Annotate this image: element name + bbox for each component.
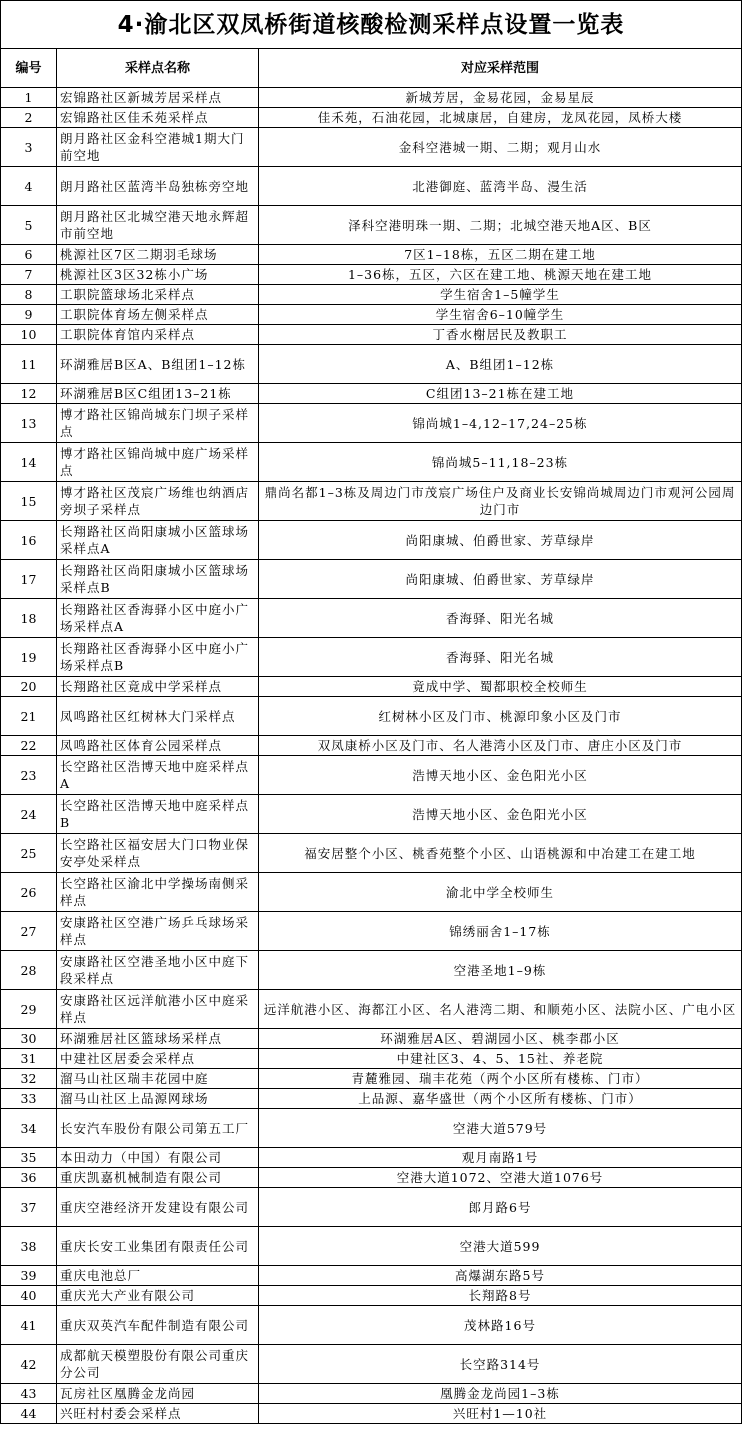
sampling-range: 中建社区3、4、5、15社、养老院 (259, 1049, 742, 1069)
table-row (1, 206, 742, 245)
table-row (1, 245, 742, 265)
sampling-range: 金科空港城一期、二期；观月山水 (259, 128, 742, 167)
row-number: 23 (1, 756, 57, 795)
sampling-range: 香海驿、阳光名城 (259, 638, 742, 677)
sampling-range: 远洋航港小区、海都江小区、名人港湾二期、和顺苑小区、法院小区、广电小区 (259, 990, 742, 1029)
sampling-range: 锦尚城1–4,12–17,24–25栋 (259, 404, 742, 443)
table-row (1, 873, 742, 912)
sampling-range: 郎月路6号 (259, 1188, 742, 1227)
row-number: 39 (1, 1266, 57, 1286)
sampling-range: 渝北中学全校师生 (259, 873, 742, 912)
site-name: 朗月路社区蓝湾半岛独栋旁空地 (57, 167, 259, 206)
row-number: 5 (1, 206, 57, 245)
table-row (1, 345, 742, 384)
sampling-range: 空港大道579号 (259, 1109, 742, 1148)
site-name: 长空路社区福安居大门口物业保安亭处采样点 (57, 834, 259, 873)
row-number: 25 (1, 834, 57, 873)
sampling-range: 浩博天地小区、金色阳光小区 (259, 795, 742, 834)
sampling-range: 竟成中学、蜀都职校全校师生 (259, 677, 742, 697)
site-name: 长空路社区渝北中学操场南侧采样点 (57, 873, 259, 912)
table-row (1, 1029, 742, 1049)
table-row (1, 1384, 742, 1404)
table-row (1, 912, 742, 951)
table-header-row (1, 49, 742, 88)
site-name: 博才路社区茂宸广场维也纳酒店旁坝子采样点 (57, 482, 259, 521)
table-row (1, 325, 742, 345)
row-number: 20 (1, 677, 57, 697)
sampling-range: 凰腾金龙尚园1–3栋 (259, 1384, 742, 1404)
table-row (1, 560, 742, 599)
row-number: 2 (1, 108, 57, 128)
site-name: 环湖雅居B区A、B组团1–12栋 (57, 345, 259, 384)
row-number: 15 (1, 482, 57, 521)
site-name: 溜马山社区瑞丰花园中庭 (57, 1069, 259, 1089)
table-row (1, 1188, 742, 1227)
table-row (1, 305, 742, 325)
site-name: 凤鸣路社区红树林大门采样点 (57, 697, 259, 736)
sampling-range: 北港御庭、蓝湾半岛、漫生活 (259, 167, 742, 206)
table-row (1, 677, 742, 697)
site-name: 瓦房社区凰腾金龙尚园 (57, 1384, 259, 1404)
row-number: 24 (1, 795, 57, 834)
site-name: 溜马山社区上品源网球场 (57, 1089, 259, 1109)
header-name: 采样点名称 (57, 49, 259, 88)
site-name: 重庆凯嘉机械制造有限公司 (57, 1168, 259, 1188)
sampling-range: 空港圣地1–9栋 (259, 951, 742, 990)
sampling-range: C组团13–21栋在建工地 (259, 384, 742, 404)
site-name: 博才路社区锦尚城中庭广场采样点 (57, 443, 259, 482)
sampling-range: 长翔路8号 (259, 1286, 742, 1306)
site-name: 长翔路社区香海驿小区中庭小广场采样点A (57, 599, 259, 638)
row-number: 8 (1, 285, 57, 305)
table-row (1, 1227, 742, 1266)
site-name: 长翔路社区尚阳康城小区篮球场采样点A (57, 521, 259, 560)
site-name: 重庆长安工业集团有限责任公司 (57, 1227, 259, 1266)
sampling-range: 学生宿舍1–5幢学生 (259, 285, 742, 305)
row-number: 35 (1, 1148, 57, 1168)
sampling-range: 长空路314号 (259, 1345, 742, 1384)
row-number: 13 (1, 404, 57, 443)
table-row (1, 285, 742, 305)
table-row (1, 1345, 742, 1384)
row-number: 34 (1, 1109, 57, 1148)
table-row (1, 795, 742, 834)
row-number: 43 (1, 1384, 57, 1404)
site-name: 长翔路社区竟成中学采样点 (57, 677, 259, 697)
site-name: 工职院体育场左侧采样点 (57, 305, 259, 325)
header-range: 对应采样范围 (259, 49, 742, 88)
row-number: 18 (1, 599, 57, 638)
site-name: 成都航天模塑股份有限公司重庆分公司 (57, 1345, 259, 1384)
site-name: 安康路社区空港圣地小区中庭下段采样点 (57, 951, 259, 990)
site-name: 博才路社区锦尚城东门坝子采样点 (57, 404, 259, 443)
sampling-range: 青麓雅园、瑞丰花苑（两个小区所有楼栋、门市） (259, 1069, 742, 1089)
table-row (1, 265, 742, 285)
site-name: 长空路社区浩博天地中庭采样点A (57, 756, 259, 795)
site-name: 中建社区居委会采样点 (57, 1049, 259, 1069)
sampling-range: 锦绣丽舍1–17栋 (259, 912, 742, 951)
row-number: 17 (1, 560, 57, 599)
table-row (1, 1109, 742, 1148)
sampling-range: 泽科空港明珠一期、二期；北城空港天地A区、B区 (259, 206, 742, 245)
row-number: 11 (1, 345, 57, 384)
site-name: 重庆空港经济开发建设有限公司 (57, 1188, 259, 1227)
table-row (1, 951, 742, 990)
row-number: 27 (1, 912, 57, 951)
sampling-range: A、B组团1–12栋 (259, 345, 742, 384)
table-row (1, 1089, 742, 1109)
sampling-range: 香海驿、阳光名城 (259, 599, 742, 638)
site-name: 安康路社区远洋航港小区中庭采样点 (57, 990, 259, 1029)
sampling-range: 环湖雅居A区、碧湖园小区、桃李郡小区 (259, 1029, 742, 1049)
row-number: 40 (1, 1286, 57, 1306)
row-number: 9 (1, 305, 57, 325)
row-number: 16 (1, 521, 57, 560)
row-number: 6 (1, 245, 57, 265)
table-row (1, 1049, 742, 1069)
site-name: 工职院篮球场北采样点 (57, 285, 259, 305)
sampling-range: 尚阳康城、伯爵世家、芳草绿岸 (259, 521, 742, 560)
site-name: 重庆双英汽车配件制造有限公司 (57, 1306, 259, 1345)
row-number: 41 (1, 1306, 57, 1345)
sampling-range: 鼎尚名都1–3栋及周边门市茂宸广场住户及商业长安锦尚城周边门市观河公园周边门市 (259, 482, 742, 521)
table-row (1, 599, 742, 638)
site-name: 重庆光大产业有限公司 (57, 1286, 259, 1306)
table-row (1, 443, 742, 482)
row-number: 42 (1, 1345, 57, 1384)
sampling-range: 浩博天地小区、金色阳光小区 (259, 756, 742, 795)
row-number: 38 (1, 1227, 57, 1266)
row-number: 19 (1, 638, 57, 677)
row-number: 32 (1, 1069, 57, 1089)
row-number: 30 (1, 1029, 57, 1049)
sampling-range: 观月南路1号 (259, 1148, 742, 1168)
row-number: 44 (1, 1404, 57, 1424)
sampling-range: 空港大道599 (259, 1227, 742, 1266)
sampling-range: 1–36栋，五区，六区在建工地、桃源天地在建工地 (259, 265, 742, 285)
table-row (1, 88, 742, 108)
row-number: 12 (1, 384, 57, 404)
table-row (1, 482, 742, 521)
table-row (1, 108, 742, 128)
row-number: 7 (1, 265, 57, 285)
site-name: 朗月路社区金科空港城1期大门前空地 (57, 128, 259, 167)
table-row (1, 756, 742, 795)
sampling-range: 高爆湖东路5号 (259, 1266, 742, 1286)
table-row (1, 167, 742, 206)
row-number: 37 (1, 1188, 57, 1227)
site-name: 桃源社区7区二期羽毛球场 (57, 245, 259, 265)
site-name: 凤鸣路社区体育公园采样点 (57, 736, 259, 756)
site-name: 安康路社区空港广场乒乓球场采样点 (57, 912, 259, 951)
table-row (1, 1168, 742, 1188)
table-row (1, 1404, 742, 1424)
row-number: 1 (1, 88, 57, 108)
table-row (1, 1306, 742, 1345)
table-row (1, 521, 742, 560)
table-body (1, 88, 742, 1424)
page-title: 4·渝北区双凤桥街道核酸检测采样点设置一览表 (0, 0, 742, 48)
site-name: 长安汽车股份有限公司第五工厂 (57, 1109, 259, 1148)
row-number: 10 (1, 325, 57, 345)
sampling-range: 佳禾苑，石油花园，北城康居，自建房，龙凤花园，凤桥大楼 (259, 108, 742, 128)
row-number: 4 (1, 167, 57, 206)
table-row (1, 1266, 742, 1286)
site-name: 环湖雅居B区C组团13–21栋 (57, 384, 259, 404)
site-name: 本田动力（中国）有限公司 (57, 1148, 259, 1168)
row-number: 21 (1, 697, 57, 736)
sampling-range: 茂林路16号 (259, 1306, 742, 1345)
sampling-sites-table (0, 48, 742, 1424)
row-number: 29 (1, 990, 57, 1029)
row-number: 33 (1, 1089, 57, 1109)
sampling-range: 兴旺村1—10社 (259, 1404, 742, 1424)
row-number: 26 (1, 873, 57, 912)
row-number: 31 (1, 1049, 57, 1069)
site-name: 重庆电池总厂 (57, 1266, 259, 1286)
row-number: 28 (1, 951, 57, 990)
site-name: 朗月路社区北城空港天地永辉超市前空地 (57, 206, 259, 245)
site-name: 工职院体育馆内采样点 (57, 325, 259, 345)
table-row (1, 404, 742, 443)
header-num: 编号 (1, 49, 57, 88)
sampling-range: 尚阳康城、伯爵世家、芳草绿岸 (259, 560, 742, 599)
site-name: 宏锦路社区新城芳居采样点 (57, 88, 259, 108)
site-name: 长空路社区浩博天地中庭采样点B (57, 795, 259, 834)
site-name: 桃源社区3区32栋小广场 (57, 265, 259, 285)
row-number: 36 (1, 1168, 57, 1188)
sampling-range: 上品源、嘉华盛世（两个小区所有楼栋、门市） (259, 1089, 742, 1109)
table-row (1, 1069, 742, 1089)
row-number: 3 (1, 128, 57, 167)
sampling-range: 空港大道1072、空港大道1076号 (259, 1168, 742, 1188)
sampling-range: 学生宿舍6–10幢学生 (259, 305, 742, 325)
sampling-range: 丁香水榭居民及教职工 (259, 325, 742, 345)
sampling-range: 新城芳居，金易花园，金易星辰 (259, 88, 742, 108)
table-row (1, 384, 742, 404)
table-row (1, 1148, 742, 1168)
site-name: 长翔路社区香海驿小区中庭小广场采样点B (57, 638, 259, 677)
row-number: 22 (1, 736, 57, 756)
table-row (1, 736, 742, 756)
sampling-range: 福安居整个小区、桃香苑整个小区、山语桃源和中冶建工在建工地 (259, 834, 742, 873)
table-row (1, 1286, 742, 1306)
sampling-range: 7区1–18栋，五区二期在建工地 (259, 245, 742, 265)
table-row (1, 128, 742, 167)
site-name: 长翔路社区尚阳康城小区篮球场采样点B (57, 560, 259, 599)
sampling-range: 双凤康桥小区及门市、名人港湾小区及门市、唐庄小区及门市 (259, 736, 742, 756)
row-number: 14 (1, 443, 57, 482)
sampling-range: 红树林小区及门市、桃源印象小区及门市 (259, 697, 742, 736)
sampling-range: 锦尚城5–11,18–23栋 (259, 443, 742, 482)
table-row (1, 990, 742, 1029)
table-row (1, 638, 742, 677)
table-row (1, 697, 742, 736)
site-name: 环湖雅居社区篮球场采样点 (57, 1029, 259, 1049)
table-row (1, 834, 742, 873)
site-name: 兴旺村村委会采样点 (57, 1404, 259, 1424)
site-name: 宏锦路社区佳禾苑采样点 (57, 108, 259, 128)
